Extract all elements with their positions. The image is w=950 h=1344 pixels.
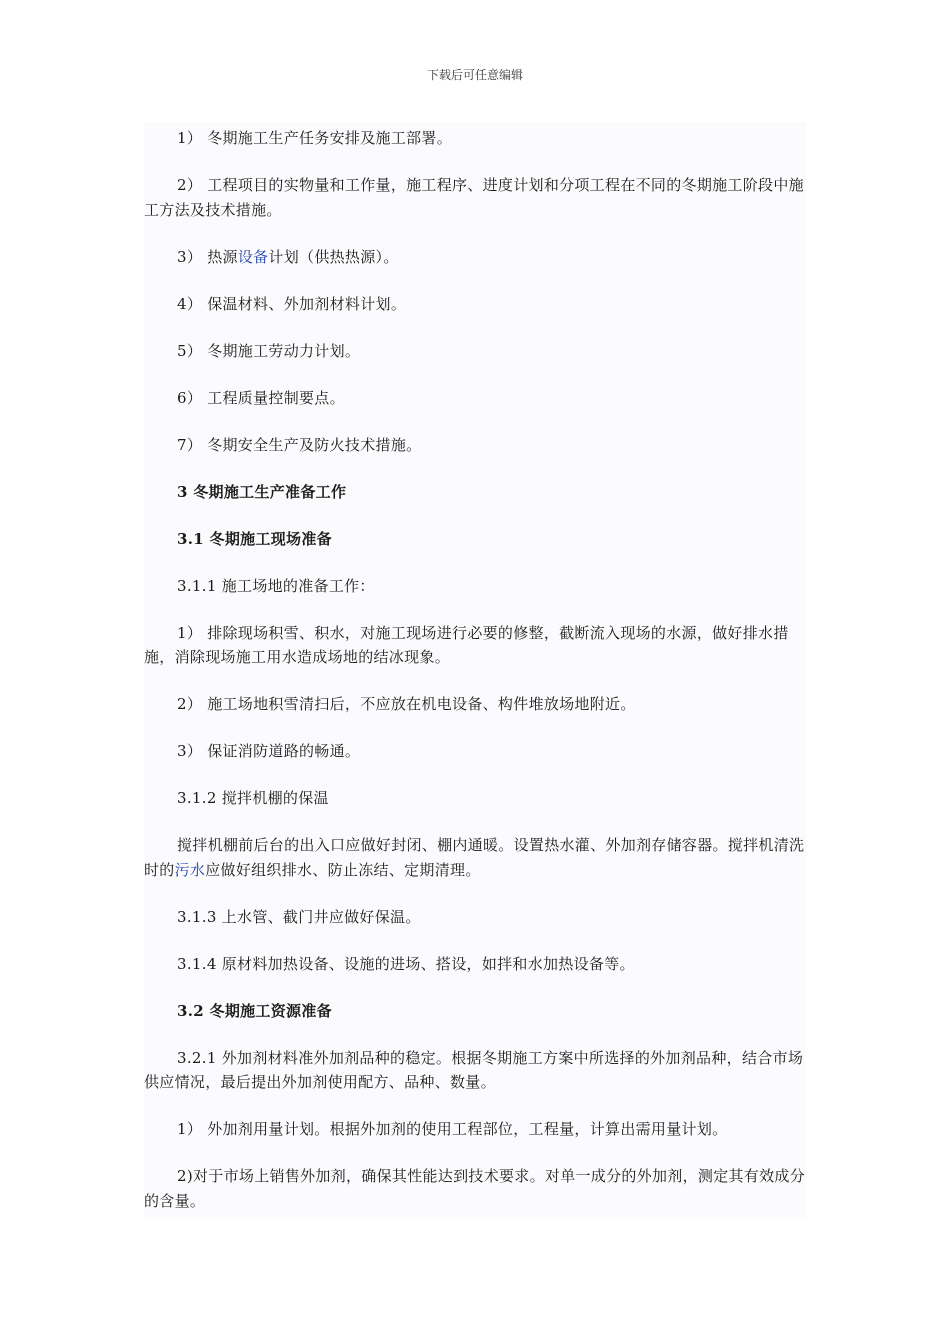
paragraph: 3.2.1 外加剂材料准外加剂品种的稳定。根据冬期施工方案中所选择的外加剂品种，结合市场供应情况，最后提出外加剂使用配方、品种、数量。 (144, 1048, 804, 1091)
paragraph-text: 3） 热源 (177, 247, 238, 266)
page-header: 下载后可任意编辑 (426, 68, 523, 82)
paragraph: 3.1.4 原材料加热设备、设施的进场、搭设，如拌和水加热设备等。 (177, 954, 635, 973)
equipment-link[interactable]: 设备 (237, 247, 269, 266)
paragraph-text: 计划（供热热源）。 (268, 247, 399, 266)
paragraph: 1） 冬期施工生产任务安排及施工部署。 (177, 129, 453, 147)
paragraph-text: 搅拌机棚前后台的出入口应做好封闭、棚内通暖。设置热水灌、外加剂存储容器。搅拌机清洗时的 (144, 836, 805, 879)
sewage-link[interactable]: 污水 (174, 860, 206, 879)
paragraph: 5） 冬期施工劳动力计划。 (177, 341, 361, 360)
paragraph: 3.1.3 上水管、截门井应做好保温。 (177, 907, 421, 926)
paragraph: 3） 保证消防道路的畅通。 (177, 742, 361, 760)
paragraph: 3.1.1 施工场地的准备工作： (177, 576, 375, 595)
paragraph: 2)对于市场上销售外加剂，确保其性能达到技术要求。对单一成分的外加剂，测定其有效成分的含量。 (144, 1167, 805, 1210)
paragraph: 7） 冬期安全生产及防火技术措施。 (177, 435, 422, 454)
paragraph: 4） 保温材料、外加剂材料计划。 (177, 294, 407, 313)
document-body (144, 122, 806, 1219)
paragraph-text: 应做好组织排水、防止冻结、定期清理。 (205, 860, 481, 879)
paragraph: 3.1.2 搅拌机棚的保温 (177, 789, 329, 807)
paragraph: 2） 施工场地积雪清扫后，不应放在机电设备、构件堆放场地附近。 (177, 695, 636, 713)
paragraph: 1） 排除现场积雪、积水，对施工现场进行必要的修整，截断流入现场的水源，做好排水措施，消除现场施工用水造成场地的结冰现象。 (144, 623, 789, 666)
paragraph (144, 833, 806, 882)
subsection-heading: 3.2 冬期施工资源准备 (177, 1001, 332, 1020)
subsection-heading: 3.1 冬期施工现场准备 (177, 529, 332, 548)
paragraph (144, 245, 806, 270)
paragraph: 2） 工程项目的实物量和工作量，施工程序、进度计划和分项工程在不同的冬期施工阶段中施工方法及技术措施。 (144, 176, 804, 219)
section-heading: 3 冬期施工生产准备工作 (177, 482, 347, 501)
paragraph: 1） 外加剂用量计划。根据外加剂的使用工程部位，工程量，计算出需用量计划。 (177, 1120, 728, 1138)
paragraph: 6） 工程质量控制要点。 (177, 388, 345, 407)
